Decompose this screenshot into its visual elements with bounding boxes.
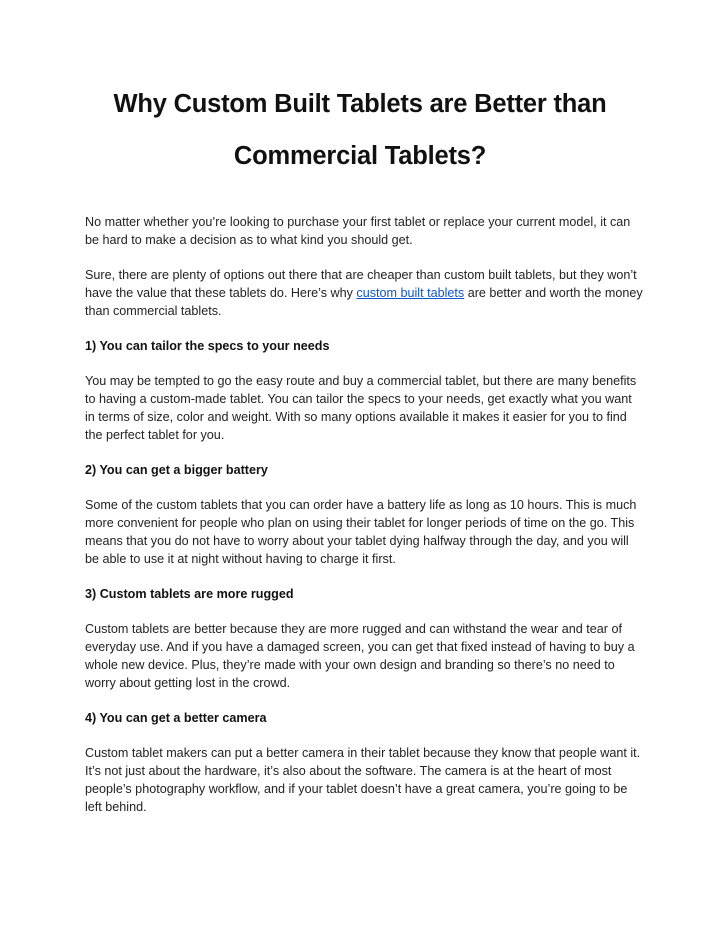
section-body-rugged: Custom tablets are better because they are more rugged and can withstand the wear and tear of everyday use. And if you have a damaged screen, you can get that fixed instead of having to buy a whole new device. Plus, they’re made with your own design and branding so there’s no need to worry about getting lost in the crowd. <box>85 622 635 690</box>
title-line-1: Why Custom Built Tablets are Better than <box>113 90 607 118</box>
section-heading-camera: 4) You can get a better camera <box>85 711 267 725</box>
section-body-specs: You may be tempted to go the easy route and buy a commercial tablet, but there are many benefits to having a custom-made tablet. You can tailor the specs to your needs, get exactly what you want in terms of size, color and weight. With so many options available it makes it easier for you to find the perfect tablet for you. <box>85 374 637 442</box>
section-heading-specs: 1) You can tailor the specs to your needs <box>85 339 330 353</box>
title-line-2: Commercial Tablets? <box>233 142 487 170</box>
section-body-camera: Custom tablet makers can put a better camera in their tablet because they know that people want it. It’s not just about the hardware, it’s also about the software. The camera is at the heart of most people’s photography workflow, and if your tablet doesn’t have a great camera, you’re going to be left behind. <box>85 746 641 814</box>
section-heading-rugged: 3) Custom tablets are more rugged <box>85 587 294 601</box>
value-paragraph-text-before: Sure, there are plenty of options out there that are cheaper than custom built tablets, but they won’t have the value that these tablets do. Here’s why <box>85 268 637 300</box>
section-body-battery: Some of the custom tablets that you can order have a battery life as long as 10 hours. This is much more convenient for people who plan on using their tablet for longer periods of time on the go. This means that you do not have to worry about your tablet dying halfway through the day, and you will be able to use it at night without having to charge it first. <box>85 498 637 566</box>
intro-paragraph: No matter whether you’re looking to purchase your first tablet or replace your current model, it can be hard to make a decision as to what kind you should get. <box>85 215 631 247</box>
document-body <box>85 213 645 833</box>
value-paragraph-text-after: are better and worth the money than commercial tablets. <box>85 286 643 318</box>
value-paragraph <box>85 266 645 320</box>
document-title <box>60 78 660 182</box>
custom-built-tablets-link[interactable]: custom built tablets <box>356 286 465 300</box>
section-heading-battery: 2) You can get a bigger battery <box>85 463 268 477</box>
